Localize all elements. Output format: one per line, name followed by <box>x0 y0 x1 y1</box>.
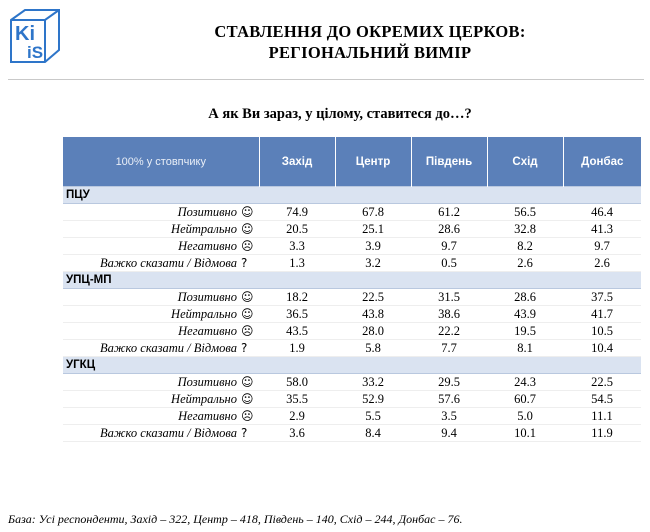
title-line-2: РЕГІОНАЛЬНИЙ ВИМІР <box>268 43 472 62</box>
table-cell: 46.4 <box>563 204 641 221</box>
title-divider <box>8 79 644 80</box>
table-cell: 9.4 <box>411 425 487 442</box>
kiis-cube-logo-icon <box>5 6 63 66</box>
svg-text:iS: iS <box>27 43 44 62</box>
table-cell: 22.2 <box>411 323 487 340</box>
row-label: Позитивно <box>63 204 241 221</box>
table-cell: 28.0 <box>335 323 411 340</box>
table-cell: 0.5 <box>411 255 487 272</box>
smile-face-icon: ☺ <box>241 374 259 391</box>
table-cell: 7.7 <box>411 340 487 357</box>
question-mark-icon: ? <box>241 255 259 272</box>
table-cell: 20.5 <box>259 221 335 238</box>
table-cell: 10.1 <box>487 425 563 442</box>
table-cell: 60.7 <box>487 391 563 408</box>
table-row <box>63 221 641 238</box>
frown-face-icon: ☹ <box>241 323 259 340</box>
table-cell: 56.5 <box>487 204 563 221</box>
question-mark-icon: ? <box>241 340 259 357</box>
table-cell: 10.5 <box>563 323 641 340</box>
frown-face-icon: ☹ <box>241 408 259 425</box>
table-cell: 1.3 <box>259 255 335 272</box>
group-name: ПЦУ <box>63 187 641 204</box>
smile-face-icon: ☺ <box>241 221 259 238</box>
group-row <box>63 272 641 289</box>
table-cell: 9.7 <box>411 238 487 255</box>
table-cell: 52.9 <box>335 391 411 408</box>
row-label: Негативно <box>63 323 241 340</box>
stub-header: 100% у стовпчику <box>63 137 259 187</box>
table-cell: 35.5 <box>259 391 335 408</box>
table-cell: 19.5 <box>487 323 563 340</box>
table-cell: 31.5 <box>411 289 487 306</box>
group-row <box>63 187 641 204</box>
table-row <box>63 425 641 442</box>
page-title <box>150 21 590 63</box>
table-row <box>63 204 641 221</box>
table-cell: 24.3 <box>487 374 563 391</box>
table-cell: 2.6 <box>563 255 641 272</box>
table-row <box>63 340 641 357</box>
table-cell: 22.5 <box>563 374 641 391</box>
smile-face-icon: ☺ <box>241 306 259 323</box>
group-name: УПЦ-МП <box>63 272 641 289</box>
row-label: Негативно <box>63 238 241 255</box>
smile-face-icon: ☺ <box>241 289 259 306</box>
group-name: УГКЦ <box>63 357 641 374</box>
table-row <box>63 408 641 425</box>
column-header-zakhid: Захід <box>259 137 335 187</box>
table-cell: 3.2 <box>335 255 411 272</box>
table-row <box>63 238 641 255</box>
kiis-logo <box>5 6 63 66</box>
table-cell: 3.6 <box>259 425 335 442</box>
table-cell: 58.0 <box>259 374 335 391</box>
column-header-tsentr: Центр <box>335 137 411 187</box>
table-cell: 9.7 <box>563 238 641 255</box>
table-cell: 3.5 <box>411 408 487 425</box>
table-cell: 5.8 <box>335 340 411 357</box>
table-cell: 61.2 <box>411 204 487 221</box>
table-cell: 5.0 <box>487 408 563 425</box>
row-label: Нейтрально <box>63 221 241 238</box>
table-cell: 57.6 <box>411 391 487 408</box>
table-cell: 2.9 <box>259 408 335 425</box>
row-label: Важко сказати / Відмова <box>63 340 241 357</box>
column-header-skhid: Схід <box>487 137 563 187</box>
row-label: Позитивно <box>63 374 241 391</box>
survey-question: А як Ви зараз, у цілому, ставитеся до…? <box>208 106 472 122</box>
table-row <box>63 289 641 306</box>
table-cell: 43.5 <box>259 323 335 340</box>
table-cell: 22.5 <box>335 289 411 306</box>
table-cell: 11.1 <box>563 408 641 425</box>
table-body <box>63 187 641 442</box>
svg-text:Ki: Ki <box>15 23 35 45</box>
group-row <box>63 357 641 374</box>
table-cell: 1.9 <box>259 340 335 357</box>
smile-face-icon: ☺ <box>241 391 259 408</box>
smile-face-icon: ☺ <box>241 204 259 221</box>
table-cell: 11.9 <box>563 425 641 442</box>
table-cell: 54.5 <box>563 391 641 408</box>
column-header-pivden: Південь <box>411 137 487 187</box>
table-cell: 18.2 <box>259 289 335 306</box>
table-header-row <box>63 137 641 187</box>
base-footnote: База: Усі респонденти, Захід – 322, Центр – 418, Південь – 140, Схід – 244, Донбас – 76. <box>8 512 463 526</box>
row-label: Важко сказати / Відмова <box>63 255 241 272</box>
table-cell: 28.6 <box>411 221 487 238</box>
table-cell: 3.9 <box>335 238 411 255</box>
table-cell: 32.8 <box>487 221 563 238</box>
table-row <box>63 306 641 323</box>
table-cell: 41.7 <box>563 306 641 323</box>
table-cell: 3.3 <box>259 238 335 255</box>
table-row <box>63 374 641 391</box>
table-cell: 10.4 <box>563 340 641 357</box>
table-cell: 36.5 <box>259 306 335 323</box>
row-label: Нейтрально <box>63 391 241 408</box>
table-cell: 67.8 <box>335 204 411 221</box>
results-table <box>63 137 641 442</box>
table-row <box>63 323 641 340</box>
row-label: Важко сказати / Відмова <box>63 425 241 442</box>
table-cell: 37.5 <box>563 289 641 306</box>
column-header-donbas: Донбас <box>563 137 641 187</box>
table-cell: 29.5 <box>411 374 487 391</box>
row-label: Нейтрально <box>63 306 241 323</box>
table-cell: 5.5 <box>335 408 411 425</box>
table-cell: 25.1 <box>335 221 411 238</box>
row-label: Негативно <box>63 408 241 425</box>
frown-face-icon: ☹ <box>241 238 259 255</box>
table-row <box>63 391 641 408</box>
row-label: Позитивно <box>63 289 241 306</box>
table-cell: 28.6 <box>487 289 563 306</box>
table-cell: 41.3 <box>563 221 641 238</box>
question-mark-icon: ? <box>241 425 259 442</box>
table-cell: 8.1 <box>487 340 563 357</box>
title-line-1: СТАВЛЕННЯ ДО ОКРЕМИХ ЦЕРКОВ: <box>214 22 526 41</box>
table-cell: 74.9 <box>259 204 335 221</box>
table-row <box>63 255 641 272</box>
table-cell: 43.8 <box>335 306 411 323</box>
table-cell: 33.2 <box>335 374 411 391</box>
table-cell: 8.4 <box>335 425 411 442</box>
table-cell: 43.9 <box>487 306 563 323</box>
table-cell: 38.6 <box>411 306 487 323</box>
table-cell: 8.2 <box>487 238 563 255</box>
table-cell: 2.6 <box>487 255 563 272</box>
